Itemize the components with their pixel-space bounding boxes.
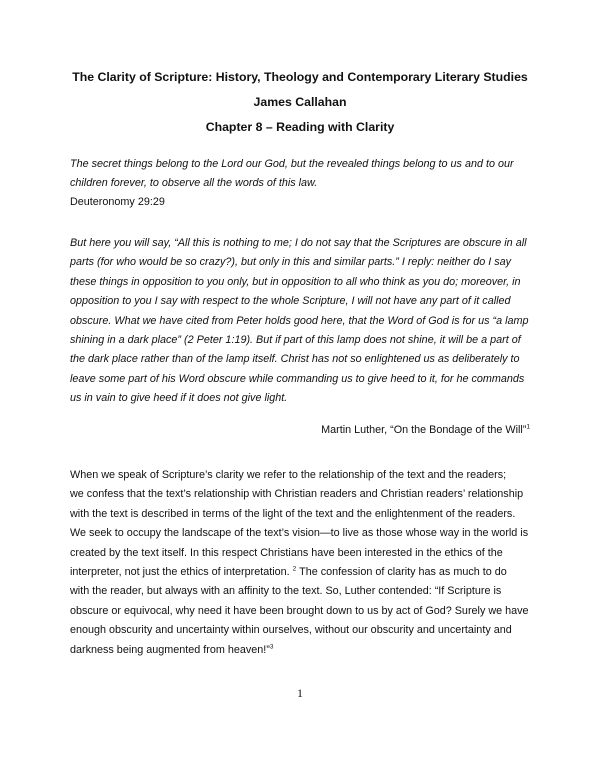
- body-line: When we speak of Scripture’s clarity we refer to the relationship of the text and the readers;: [70, 469, 507, 481]
- epigraph-line: obscure. What we have cited from Peter holds good here, that the Word of God is for us “a lamp: [70, 314, 529, 327]
- book-title: The Clarity of Scripture: History, Theology and Contemporary Literary Studies: [72, 70, 528, 84]
- luther-attribution: [321, 424, 530, 436]
- footnote-3-link[interactable]: 3: [269, 643, 274, 651]
- body-line: with the reader, but always with an affinity to the text. So, Luther contended: “If Scripture is: [70, 585, 502, 598]
- body-line: we confess that the text’s relationship with Christian readers and Christian readers’ relationship: [70, 488, 524, 501]
- scripture-reference: Deuteronomy 29:29: [70, 196, 165, 208]
- body-line: enough obscurity and uncertainty within ourselves, without our obscurity and uncertainty and: [70, 624, 512, 637]
- epigraph-line: opposition to you I say with respect to the whole Scripture, I will not have any part of it called: [70, 295, 511, 308]
- body-text: interpreter, not just the ethics of interpretation.: [70, 566, 290, 579]
- body-line: created by the text itself. In this respect Christians have been interested in the ethics of the: [70, 546, 503, 559]
- epigraph-line: the dark place rather than of the lamp itself. Christ has not so enlightened us as deliberately to: [70, 353, 520, 366]
- epigraph-reference: [70, 193, 532, 212]
- footnote-1-link[interactable]: 1: [526, 423, 530, 431]
- epigraph-line: The secret things belong to the Lord our God, but the revealed things belong to us and to our: [70, 158, 514, 170]
- body-paragraph: [70, 466, 532, 660]
- page-number: 1: [297, 686, 303, 700]
- epigraph-line: parts (for who would be so crazy?), but only in this and similar parts.” I reply: neither do I say: [70, 256, 512, 269]
- body-line: [70, 563, 532, 582]
- author-name: James Callahan: [253, 95, 347, 109]
- footnote-2-link[interactable]: 2: [292, 565, 297, 573]
- epigraph-line: But here you will say, “All this is nothing to me; I do not say that the Scriptures are obscure in all: [70, 237, 527, 249]
- epigraph-line: us in vain to give heed if it does not give light.: [70, 392, 288, 405]
- attribution-text: Martin Luther, “On the Bondage of the Will”: [321, 424, 527, 436]
- epigraph-line: children forever, to observe all the words of this law.: [70, 177, 318, 190]
- body-text: darkness being augmented from heaven!”: [70, 643, 270, 656]
- body-line: obscure or equivocal, why need it have been brought down to us by act of God? Surely we have: [70, 604, 529, 617]
- epigraph-line: leave some part of his Word obscure while commanding us to give heed to it, for he commands: [70, 372, 525, 385]
- epigraph-line: shining in a dark place” (2 Peter 1:19). But if part of this lamp does not shine, it will be a part of: [70, 334, 521, 347]
- body-line: [70, 641, 532, 660]
- body-line: with the text is described in terms of the light of the text and the enlightenment of the readers.: [70, 507, 516, 520]
- epigraph-luther: [70, 234, 532, 409]
- body-text: The confession of clarity has as much to do: [296, 566, 507, 579]
- chapter-heading: Chapter 8 – Reading with Clarity: [205, 120, 395, 134]
- epigraph-deuteronomy: [70, 155, 532, 194]
- epigraph-line: these things in opposition to you only, but in opposition to all who think as you do; moreover, in: [70, 275, 521, 288]
- body-line: We seek to occupy the landscape of the text’s vision—to live as those whose way in the world is: [70, 527, 529, 540]
